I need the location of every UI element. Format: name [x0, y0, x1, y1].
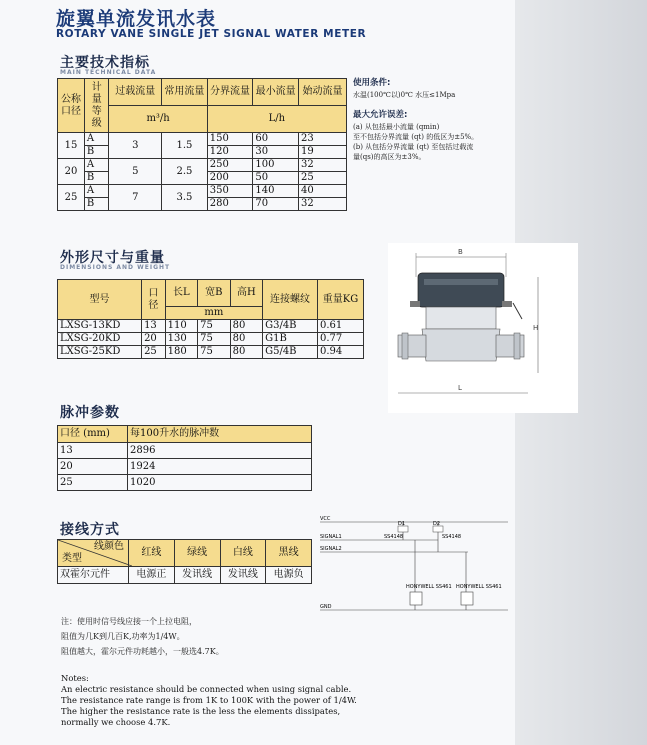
dims-cell: 80 [230, 320, 263, 333]
dims-cell: G3/4B [263, 320, 318, 333]
label-vcc: VCC [320, 516, 331, 522]
tech-cell: 25 [58, 185, 85, 211]
dims-cell: 110 [165, 320, 198, 333]
dims-cell: 75 [198, 333, 231, 346]
tech-cell: B [84, 172, 109, 185]
dims-section-title: 外形尺寸与重量 [60, 250, 165, 266]
error-line: 量(qs)的高区为±3%。 [353, 153, 426, 161]
tech-cell: 15 [58, 133, 85, 159]
dims-cell: 0.77 [318, 333, 364, 346]
label-hall2: HONYWELL SS461 [456, 584, 502, 590]
page-subtitle: ROTARY VANE SINGLE JET SIGNAL WATER METER [56, 28, 367, 40]
wiring-h-type: 类型 [62, 553, 82, 564]
tech-unit-lh: L/h [207, 106, 346, 133]
dims-h-weight: 重量KG [318, 280, 364, 320]
error-line: (b) 从包括分界流量 (qt) 至包括过载流 [353, 143, 474, 151]
label-hall1: HONYWELL SS461 [406, 584, 452, 590]
tech-cell: 5 [109, 159, 162, 185]
tech-cell: 150 [207, 133, 253, 146]
tech-cell: 19 [298, 146, 346, 159]
wiring-h-color: 线颜色 [94, 541, 124, 552]
tech-cell: 32 [298, 198, 346, 211]
note-cn-line: 注：使用时信号线应接一个上拉电阻， [61, 617, 197, 626]
pulse-table [57, 425, 312, 491]
dims-h-H: 高H [230, 280, 263, 307]
wiring-cell: 发讯线 [220, 567, 266, 584]
tech-cell: 250 [207, 159, 253, 172]
dims-cell: 180 [165, 346, 198, 359]
dims-h-dia: 口径 [142, 280, 166, 320]
pulse-cell: 13 [58, 443, 128, 459]
tech-cell: 200 [207, 172, 253, 185]
wiring-cell: 电源正 [129, 567, 175, 584]
tech-table [57, 78, 347, 211]
tech-cell: 2.5 [162, 159, 208, 185]
tech-h-over: 过载流量 [109, 79, 162, 106]
dims-cell: 75 [198, 320, 231, 333]
note-en-line: The resistance rate range is from 1K to 100K with the power of 1/4W. [61, 695, 357, 705]
meter-dimension-drawing [388, 243, 578, 413]
dims-h-B: 宽B [198, 280, 231, 307]
note-en-line: An electric resistance should be connected when using signal cable. [61, 684, 352, 694]
tech-section-title: 主要技术指标 [60, 55, 150, 71]
note-en-line: normally we choose 4.7K. [61, 717, 171, 727]
note-cn-line: 阻值越大，霍尔元件功耗越小，一般选4.7K。 [61, 647, 224, 656]
wiring-section-title: 接线方式 [60, 522, 120, 538]
tech-cell: 280 [207, 198, 253, 211]
tech-h-trans: 分界流量 [207, 79, 253, 106]
page-title: 旋翼单流发讯水表 [56, 8, 217, 30]
tech-cell: A [84, 185, 109, 198]
tech-h-common: 常用流量 [162, 79, 208, 106]
pulse-cell: 1020 [128, 475, 312, 491]
dims-cell: 13 [142, 320, 166, 333]
tech-cell: 100 [253, 159, 299, 172]
pulse-section-title: 脉冲参数 [60, 405, 120, 421]
label-d1: D1 [398, 521, 406, 527]
tech-cell: 350 [207, 185, 253, 198]
label-diode2: SS4148 [442, 534, 462, 540]
tech-cell: 23 [298, 133, 346, 146]
label-diode1: SS4148 [384, 534, 404, 540]
label-signal1: SIGNAL1 [320, 534, 342, 540]
wiring-col: 白线 [220, 540, 266, 567]
tech-cell: A [84, 159, 109, 172]
error-line: 至不包括分界流量 (qt) 的低区为±5%。 [353, 133, 479, 141]
dims-cell: 75 [198, 346, 231, 359]
notes-en-block [61, 673, 357, 728]
tech-cell: 25 [298, 172, 346, 185]
wiring-table [57, 539, 312, 584]
tech-cell: 7 [109, 185, 162, 211]
tech-cell: 3 [109, 133, 162, 159]
wiring-col: 黑线 [266, 540, 312, 567]
dims-cell: 130 [165, 333, 198, 346]
dims-cell: LXSG-20KD [58, 333, 142, 346]
tech-cell: 3.5 [162, 185, 208, 211]
tech-h-dia: 公称口径 [58, 79, 85, 133]
dims-h-thread: 连接螺纹 [263, 280, 318, 320]
dims-cell: LXSG-13KD [58, 320, 142, 333]
wiring-cell: 电源负 [266, 567, 312, 584]
pulse-cell: 25 [58, 475, 128, 491]
tech-h-grade: 计量等级 [84, 79, 109, 133]
error-title: 最大允许误差: [353, 110, 408, 120]
tech-cell: 60 [253, 133, 299, 146]
pulse-cell: 20 [58, 459, 128, 475]
error-line: (a) 从包括最小流量 (qmin) [353, 123, 440, 131]
notes-cn-block [61, 614, 224, 659]
dim-label-L: L [458, 384, 462, 392]
tech-h-start: 始动流量 [298, 79, 346, 106]
wiring-row-label: 双霍尔元件 [58, 567, 129, 584]
use-conditions-text: 水温(100℃以)0℃ 水压≤1Mpa [353, 91, 456, 99]
note-en-line: The higher the resistance rate is the less the elements dissipates, [61, 706, 341, 716]
tech-cell: 30 [253, 146, 299, 159]
tech-cell: B [84, 198, 109, 211]
dims-cell: 25 [142, 346, 166, 359]
label-signal2: SIGNAL2 [320, 546, 342, 552]
tech-cell: 40 [298, 185, 346, 198]
tech-h-min: 最小流量 [253, 79, 299, 106]
label-d2: D2 [433, 521, 441, 527]
tech-cell: B [84, 146, 109, 159]
tech-cell: 140 [253, 185, 299, 198]
conditions-block [353, 76, 513, 162]
label-gnd: GND [320, 604, 332, 610]
tech-cell: 32 [298, 159, 346, 172]
dims-cell: 80 [230, 346, 263, 359]
dim-label-B: B [458, 248, 463, 256]
pulse-cell: 1924 [128, 459, 312, 475]
pulse-h-count: 每100升水的脉冲数 [128, 426, 312, 443]
dims-h-model: 型号 [58, 280, 142, 320]
tech-cell: A [84, 133, 109, 146]
note-cn-line: 阻值为几K到几百K,功率为1/4W。 [61, 632, 185, 641]
dims-cell: LXSG-25KD [58, 346, 142, 359]
wiring-col: 绿线 [174, 540, 220, 567]
dims-h-L: 长L [165, 280, 198, 307]
dim-label-H: H [533, 324, 539, 332]
tech-cell: 1.5 [162, 133, 208, 159]
wiring-col: 红线 [129, 540, 175, 567]
pulse-h-dia: 口径 (mm) [58, 426, 128, 443]
tech-cell: 70 [253, 198, 299, 211]
dims-cell: 20 [142, 333, 166, 346]
note-en-line: Notes: [61, 673, 89, 683]
pulse-cell: 2896 [128, 443, 312, 459]
tech-section-subtitle: MAIN TECHNICAL DATA [60, 69, 157, 76]
dims-cell: G5/4B [263, 346, 318, 359]
tech-cell: 50 [253, 172, 299, 185]
dims-unit: mm [165, 307, 263, 320]
dims-cell: 0.61 [318, 320, 364, 333]
tech-unit-m3h: m³/h [109, 106, 207, 133]
dims-cell: 0.94 [318, 346, 364, 359]
wiring-header-split [58, 540, 129, 567]
wiring-diagram [318, 510, 513, 622]
tech-cell: 20 [58, 159, 85, 185]
dims-section-subtitle: DIMENSIONS AND WEIGHT [60, 264, 171, 271]
dims-table [57, 279, 364, 359]
wiring-cell: 发讯线 [174, 567, 220, 584]
tech-cell: 120 [207, 146, 253, 159]
use-conditions-title: 使用条件: [353, 78, 391, 88]
dims-cell: 80 [230, 333, 263, 346]
dims-cell: G1B [263, 333, 318, 346]
